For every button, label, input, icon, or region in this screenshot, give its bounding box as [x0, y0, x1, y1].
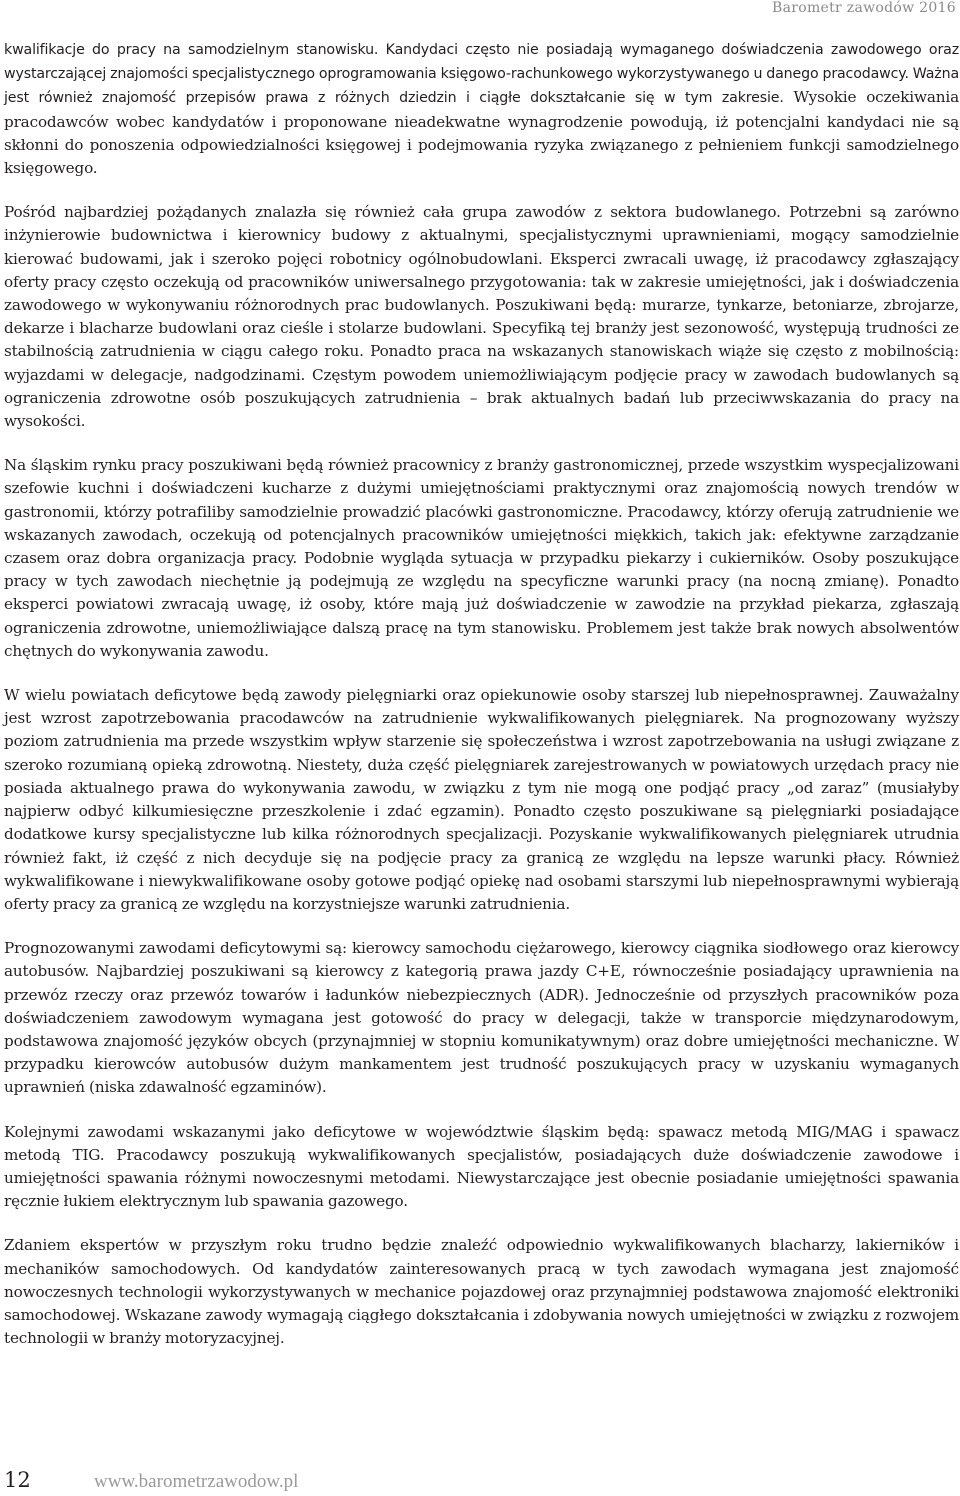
running-header-title: Barometr zawodów 2016 [772, 0, 956, 16]
paragraph-text: Na śląskim rynku pracy poszukiwani będą również pracownicy z branży gastronomicznej, przede wszystkim wyspecjalizowani szefowie kuchni i doświadczeni kucharze z dużymi umiejętnościami praktycznymi oraz znajomością nowych trendów w gastronomii, którzy potrafiliby samodzielnie prowadzić placówki gastronomiczne. Pracodawcy, którzy oferują zatrudnienie we wskazanych zawodach, oczekują od potencjalnych pracowników umiejętności miękkich, takich jak: efektywne zarządzanie czasem oraz dobra organizacja pracy. Podobnie wygląda sytuacja w przypadku piekarzy i cukierników. Osoby poszukujące pracy w tych zawodach niechętnie ją podejmują ze względu na specyficzne warunki pracy (na nocną zmianę). Ponadto eksperci powiatowi zwracają uwagę, iż osoby, które mają już doświadczenie w zawodzie na przykład piekarza, zgłaszają ograniczenia zdrowotne, uniemożliwiające dalszą pracę na tym stanowisku. Problemem jest także brak nowych absolwentów chętnych do wykonywania zawodu. [4, 456, 959, 660]
article-body [4, 38, 959, 1371]
paragraph-text: Wysokie oczekiwania pracodawców wobec kandydatów i proponowane nieadekwatne wynagrodzenie powodują, iż potencjalni kandydaci nie są skłonni do ponoszenia odpowiedzialności księgowej i podejmowania ryzyka związanego z pełnieniem funkcji samodzielnego księgowego. [4, 88, 959, 178]
paragraph-text: Prognozowanymi zawodami deficytowymi są: kierowcy samochodu ciężarowego, kierowcy ciągnika siodłowego oraz kierowcy autobusów. Najbardziej poszukiwani są kierowcy z kategorią prawa jazdy C+E, równocześnie posiadający uprawnienia na przewóz rzeczy oraz przewóz towarów i ładunków niebezpiecznych (ADR). Jednocześnie od przyszłych pracowników poza doświadczeniem zawodowym wymagana jest gotowość do pracy w delegacji, także w transporcie międzynarodowym, podstawowa znajomość języków obcych (przynajmniej w stopniu komunikatywnym) oraz dobre umiejętności mechaniczne. W przypadku kierowców autobusów dużym mankamentem jest trudność poszukujących pracy w uzyskaniu wymaganych uprawnień (niska zdawalność egzaminów). [4, 939, 959, 1097]
paragraph-text: Kolejnymi zawodami wskazanymi jako deficytowe w województwie śląskim będą: spawacz metodą MIG/MAG i spawacz metodą TIG. Pracodawcy poszukują wykwalifikowanych specjalistów, posiadających duże doświadczenie zawodowe i umiejętności spawania różnymi nowoczesnymi metodami. Niewystarczające jest obecnie posiadanie umiejętności spawania ręcznie łukiem elektrycznym lub spawania gazowego. [4, 1122, 959, 1211]
paragraph-gastronomy [4, 454, 959, 663]
paragraph-construction [4, 201, 959, 433]
paragraph-drivers [4, 937, 959, 1099]
paragraph-nursing [4, 684, 959, 916]
paragraph-lead-text: kwalifikacje do pracy na samodzielnym stanowisku. Kandydaci często nie posiadają wymaganego doświadczenia zawodowego oraz wystarczającej znajomości specjalistycznego oprogramowania księgowo-rachunkowego wykorzystywanego u danego pracodawcy. Ważna jest również znajomość przepisów prawa z różnych dziedzin i ciągłe dokształcanie się w tym zakresie. [4, 42, 959, 107]
paragraph-text: Pośród najbardziej pożądanych znalazła się również cała grupa zawodów z sektora budowlanego. Potrzebni są zarówno inżynierowie budownictwa i kierownicy budowy z aktualnymi, specjalistycznymi uprawnieniami, mogący samodzielnie kierować budowami, jak i szeroko pojęci robotnicy ogólnobudowlani. Eksperci zwracali uwagę, iż pracodawcy zgłaszający oferty pracy często oczekują od pracowników uniwersalnego przygotowania: tak w zakresie umiejętności, jak i doświadczenia zawodowego w wykonywaniu różnorodnych prac budowlanych. Poszukiwani będą: murarze, tynkarze, betoniarze, zbrojarze, dekarze i blacharze budowlani oraz cieśle i stolarze budowlani. Specyfiką tej branży jest sezonowość, występują trudności ze stabilnością zatrudnienia w ciągu całego roku. Ponadto praca na wskazanych stanowiskach wiąże się często z mobilnością: wyjazdami w delegacje, nadgodzinami. Częstym powodem uniemożliwiającym podjęcie pracy w zawodach budowlanych są ograniczenia zdrowotne osób poszukujących zatrudnienia – brak aktualnych badań lub przeciwwskazania do pracy na wysokości. [4, 203, 959, 431]
footer-url-link[interactable]: www.barometrzawodow.pl [94, 1471, 299, 1492]
paragraph-text: W wielu powiatach deficytowe będą zawody pielęgniarki oraz opiekunowie osoby starszej lub niepełnosprawnej. Zauważalny jest wzrost zapotrzebowania pracodawców na zatrudnienie wykwalifikowanych pielęgniarek. Na prognozowany wyższy poziom zatrudnienia ma przede wszystkim wpływ starzenie się społeczeństwa i wzrost zapotrzebowania na usługi związane z szeroko rozumianą opieką zdrowotną. Niestety, duża część pielęgniarek zarejestrowanych w powiatowych urzędach pracy nie posiada aktualnego prawa do wykonywania zawodu, w związku z tym nie mogą one podjąć pracy „od zaraz” (musiałyby najpierw odbyć kilkumiesięczne przeszkolenie i zdać egzamin). Ponadto często poszukiwane są pielęgniarki posiadające dodatkowe kursy specjalistyczne lub kilka różnorodnych specjalizacji. Pozyskanie wykwalifikowanych pielęgniarek utrudnia również fakt, iż część z nich decyduje się na podjęcie pracy za granicą ze względu na lepsze warunki płacy. Również wykwalifikowane i niewykwalifikowane osoby gotowe podjąć opiekę nad osobami starszymi lub niepełnosprawnymi wybierają oferty pracy za granicą ze względu na korzystniejsze warunki zatrudnienia. [4, 686, 959, 913]
paragraph-welders [4, 1121, 959, 1214]
paragraph-accounting [4, 38, 959, 180]
paragraph-text: Zdaniem ekspertów w przyszłym roku trudno będzie znaleźć odpowiednio wykwalifikowanych blacharzy, lakierników i mechaników samochodowych. Od kandydatów zainteresowanych pracą w tych zawodach wymagana jest znajomość nowoczesnych technologii wykorzystywanych w mechanice pojazdowej oraz przynajmniej podstawowa znajomość elektroniki samochodowej. Wskazane zawody wymagają ciągłego dokształcania i zdobywania nowych umiejętności w związku z rozwojem technologii w branży motoryzacyjnej. [4, 1236, 959, 1348]
paragraph-mechanics [4, 1234, 959, 1350]
page-footer [4, 1468, 298, 1496]
page-number: 12 [4, 1468, 31, 1492]
